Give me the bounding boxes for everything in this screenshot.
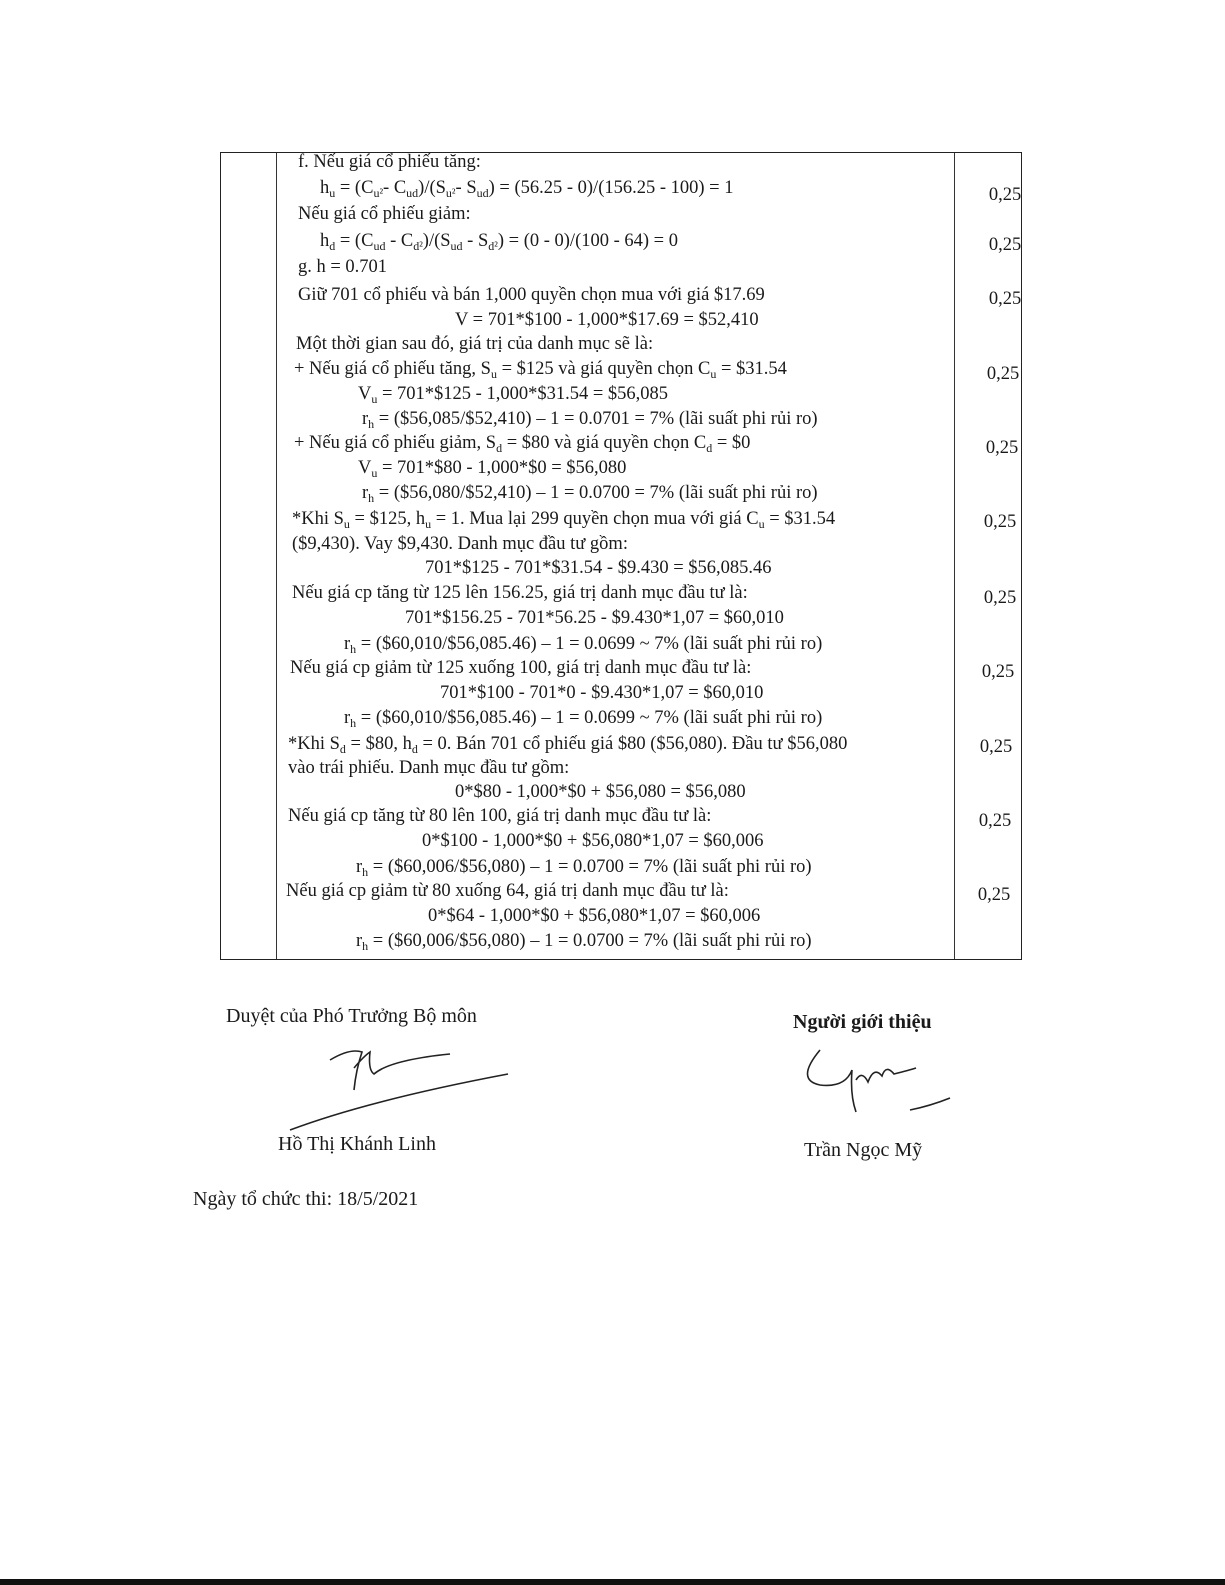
score-cell: 0,25 — [983, 588, 1017, 608]
formula-line: + Nếu giá cổ phiếu giảm, $S_d$ = $80 và giá quyền chọn $C_d$ = $0 — [294, 433, 751, 455]
formula-line: + Nếu giá cổ phiếu tăng, $S_u$ = $125 và giá quyền chọn $C_u$ = $31.54 — [294, 359, 787, 381]
scan-edge — [0, 1579, 1225, 1585]
formula-line: 0*$100 - 1,000*$0 + $56,080*1,07 = $60,006 — [422, 831, 764, 851]
formula-line: $h_d = (C_{ud} - C_{d^2})/(S_{ud} - S_{d^2}) = (0 - 0)/(100 - 64) = 0$ — [320, 231, 678, 253]
formula-line: $r_h$ = ($60,010/$56,085.46) – 1 = 0.0699 ~ 7% (lãi suất phi rủi ro) — [344, 708, 823, 730]
score-cell: 0,25 — [988, 185, 1022, 205]
score-cell: 0,25 — [977, 885, 1011, 905]
exam-date: Ngày tổ chức thi: 18/5/2021 — [193, 1188, 419, 1210]
text-line: Nếu giá cp giảm từ 125 xuống 100, giá trị danh mục đầu tư là: — [290, 658, 752, 678]
formula-line: 0*$64 - 1,000*$0 + $56,080*1,07 = $60,006 — [428, 906, 761, 926]
formula-line: $r_h$ = ($56,080/$52,410) – 1 = 0.0700 = 7% (lãi suất phi rủi ro) — [362, 483, 818, 505]
right-signature — [790, 1040, 970, 1130]
formula-line: 701*$100 - 701*0 - $9.430*1,07 = $60,010 — [440, 683, 764, 703]
table-divider-left — [276, 153, 277, 959]
score-cell: 0,25 — [988, 235, 1022, 255]
formula-line: $r_h$ = ($60,006/$56,080) – 1 = 0.0700 = 7% (lãi suất phi rủi ro) — [356, 857, 812, 879]
text-line: g. h = 0.701 — [298, 257, 388, 277]
formula-line: *Khi $S_d$ = $80, $h_d = 0$. Bán 701 cổ phiếu giá $80 ($56,080). Đầu tư $56,080 — [288, 734, 848, 756]
formula-line: $r_h$ = ($60,006/$56,080) – 1 = 0.0700 = 7% (lãi suất phi rủi ro) — [356, 931, 812, 953]
left-signer-title: Duyệt của Phó Trưởng Bộ môn — [226, 1005, 477, 1027]
text-line: Giữ 701 cổ phiếu và bán 1,000 quyền chọn mua với giá $17.69 — [298, 285, 765, 305]
formula-line: V = 701*$100 - 1,000*$17.69 = $52,410 — [455, 310, 759, 330]
formula-line: $V_u$ = 701*$125 - 1,000*$31.54 = $56,085 — [358, 384, 669, 406]
formula-line: 0*$80 - 1,000*$0 + $56,080 = $56,080 — [455, 782, 746, 802]
score-cell: 0,25 — [988, 289, 1022, 309]
formula-line: $V_u$ = 701*$80 - 1,000*$0 = $56,080 — [358, 458, 627, 480]
text-line: ($9,430). Vay $9,430. Danh mục đầu tư gồm: — [292, 534, 628, 554]
text-line: vào trái phiếu. Danh mục đầu tư gồm: — [288, 758, 570, 778]
text-line: Nếu giá cp tăng từ 80 lên 100, giá trị danh mục đầu tư là: — [288, 806, 712, 826]
text-line: Nếu giá cp giảm từ 80 xuống 64, giá trị danh mục đầu tư là: — [286, 881, 729, 901]
score-cell: 0,25 — [983, 512, 1017, 532]
formula-line: $r_h$ = ($60,010/$56,085.46) – 1 = 0.0699 ~ 7% (lãi suất phi rủi ro) — [344, 634, 823, 656]
formula-line: 701*$125 - 701*$31.54 - $9.430 = $56,085.46 — [425, 558, 772, 578]
formula-line: $r_h$ = ($56,085/$52,410) – 1 = 0.0701 = 7% (lãi suất phi rủi ro) — [362, 409, 818, 431]
formula-line: $h_u = (C_{u^2}-$ $C_{ud})/(S_{u^2}-$ $S_{ud}) = (56.25 - 0)/(156.25 - 100) = 1$ — [320, 178, 734, 200]
text-line: Nếu giá cổ phiếu giảm: — [298, 204, 471, 224]
right-signer-name: Trần Ngọc Mỹ — [804, 1139, 923, 1161]
text-line: Một thời gian sau đó, giá trị của danh mục sẽ là: — [296, 334, 654, 354]
score-cell: 0,25 — [978, 811, 1012, 831]
formula-line: 701*$156.25 - 701*56.25 - $9.430*1,07 = $60,010 — [405, 608, 784, 628]
text-line: Nếu giá cp tăng từ 125 lên 156.25, giá trị danh mục đầu tư là: — [292, 583, 748, 603]
score-cell: 0,25 — [981, 662, 1015, 682]
score-cell: 0,25 — [985, 438, 1019, 458]
score-cell: 0,25 — [986, 364, 1020, 384]
left-signature — [250, 1030, 530, 1140]
score-cell: 0,25 — [979, 737, 1013, 757]
formula-line: *Khi $S_u$ = $125, $h_u = 1$. Mua lại 299 quyền chọn mua với giá $C_u$ = $31.54 — [292, 509, 836, 531]
left-signer-name: Hồ Thị Khánh Linh — [278, 1133, 436, 1155]
right-signer-title: Người giới thiệu — [793, 1011, 932, 1033]
table-divider-right — [954, 153, 955, 959]
text-line: f. Nếu giá cổ phiếu tăng: — [298, 152, 481, 172]
